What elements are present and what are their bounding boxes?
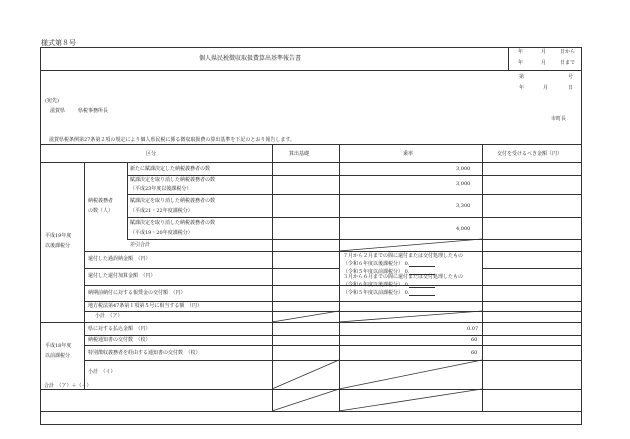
row-cancel-h19-2: （平成19・20年度課税分）: [130, 230, 193, 236]
header-amount: 交付を受けるべき金額（円）: [497, 151, 563, 157]
row-early-payment-reward: 納期前納付に対する報奨金の交付額 （円）: [88, 290, 186, 296]
row-net-total: 差引合計: [130, 242, 151, 248]
rate-note-4: ３月から６月までの間に還付または交付処理したもの: [343, 274, 464, 280]
form-number: 様式第８号: [41, 39, 76, 47]
diag-net-total-rate: [339, 239, 482, 251]
row-subtotal-b: 小計 （イ）: [88, 369, 116, 375]
diag-subtotal-a-rate: [339, 311, 482, 322]
period-from-day: 日から: [560, 49, 576, 55]
rate-cancel-h23: 3,000: [456, 181, 471, 187]
diag-subtotal-b-rate: [339, 360, 482, 389]
rate-note-3: （令和５年度以前課税分） 0.: [343, 268, 435, 275]
section-b-label-1: 平成18年度: [45, 343, 72, 349]
period-to-day: 日まで: [560, 60, 576, 66]
rate-special-collector-notice: 60: [471, 350, 478, 356]
row-cancel-h23-1: 賦課決定を取り消した納税義務者の数: [130, 177, 216, 183]
recipient-pref: 滋賀県: [50, 108, 66, 114]
recipient-prefix: (宛先): [45, 98, 59, 104]
diag-subtotal-b-basis: [272, 360, 339, 389]
rate-cancel-h19: 4,000: [456, 226, 471, 232]
row-notice-count: 納税通知書の交付数 （枚）: [88, 337, 151, 343]
rate-new-taxpayers: 3,000: [456, 166, 471, 172]
rate-payment-to-pref: 0.07: [467, 326, 479, 332]
intro-text: 滋賀県税条例第27条第２項の規定により個人県民税に係る徴収取扱費の算出基準を下記のとおり報告します。: [49, 137, 295, 143]
doc-number-label: 第: [519, 74, 525, 80]
row-cancel-h23-2: （平成23年度以後課税分）: [130, 186, 192, 192]
doc-date-month: 月: [543, 85, 549, 91]
rate-note-5: （令和６年度以後課税分） 0.: [343, 281, 435, 288]
period-from-month: 月: [541, 49, 547, 55]
section-b-label-2: 以前課税分: [45, 353, 71, 359]
doc-date-year: 年: [519, 85, 525, 91]
period-from-year: 年: [518, 49, 524, 55]
sender: 市町長: [551, 116, 567, 122]
row-grand-total: 合計 （ア）＋（イ）: [44, 383, 92, 389]
period-to-month: 月: [541, 60, 547, 66]
row-subtotal-a: 小計 （ア）: [95, 313, 123, 319]
doc-date-day: 日: [568, 85, 574, 91]
period-to-year: 年: [518, 60, 524, 66]
diag-subtotal-a-basis: [272, 311, 339, 322]
report-title: 個人県民税徴収取扱費算出基準報告書: [199, 55, 302, 62]
row-special-collector-notice: 特別徴収義務者を経由する通知書の交付数 （枚）: [88, 350, 201, 356]
rate-cancel-h21: 3,300: [456, 203, 471, 209]
rate-note-1: ７月から２月までの間に還付または交付処理したもの: [343, 253, 464, 259]
diag-total-basis: [272, 389, 339, 411]
rate-note-6: （令和５年度以前課税分） 0.: [343, 289, 435, 296]
group-label-1: 納税義務者: [88, 198, 114, 204]
row-payment-to-pref: 県に対する払込金額 （円）: [88, 326, 151, 332]
row-local-tax-law: 地方税法第47条第１項第５号に相当する額 （円）: [88, 303, 202, 309]
doc-number-suffix: 号: [568, 74, 574, 80]
row-cancel-h21-2: （平成21・22年度課税分）: [130, 208, 193, 214]
rate-note-2: （令和６年度以後課税分） 0.: [343, 260, 435, 267]
section-a-label-2: 以後課税分: [45, 243, 71, 249]
group-label-2: の数（人）: [88, 208, 114, 214]
header-basis: 算出基礎: [289, 151, 310, 157]
row-refund-addition: 還付した還付加算金額 （円）: [88, 273, 156, 279]
section-a-label-1: 平成19年度: [45, 233, 72, 239]
header-category: 区分: [146, 151, 157, 157]
recipient-office: 県税事務所長: [78, 108, 109, 114]
diag-total-rate: [339, 389, 482, 411]
rate-notice-count: 60: [471, 337, 478, 343]
header-rate: 乗率: [403, 151, 414, 157]
row-refund-overpaid: 還付した過誤納金額 （円）: [88, 256, 151, 262]
row-cancel-h21-1: 賦課決定を取り消した納税義務者の数: [130, 198, 216, 204]
row-cancel-h19-1: 賦課決定を取り消した納税義務者の数: [130, 220, 216, 226]
row-new-taxpayers: 新たに賦課決定した納税義務者の数: [130, 166, 211, 172]
